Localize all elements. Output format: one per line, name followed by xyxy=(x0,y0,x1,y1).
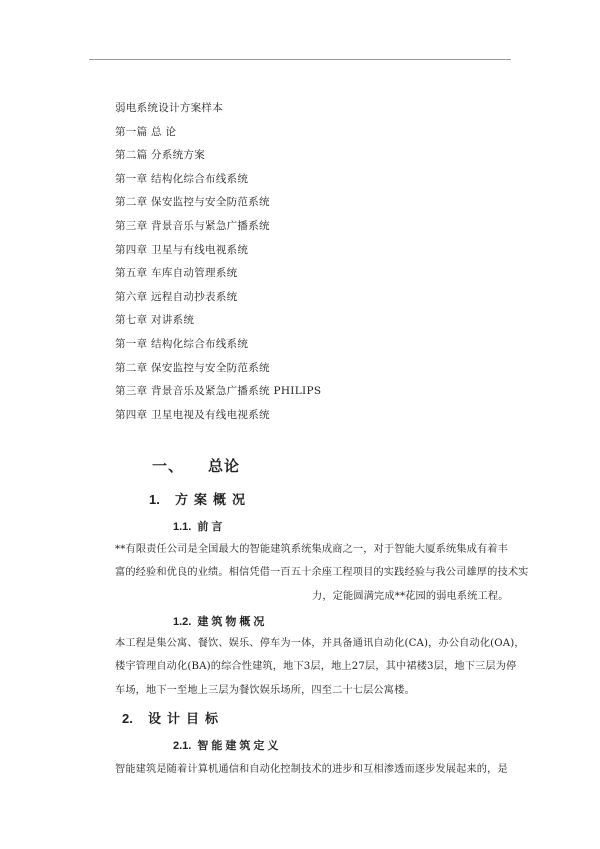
paragraph-line: 富的经验和优良的业绩。相信凭借一百五十余座工程项目的实践经验与我公司雄厚的技术实 xyxy=(115,567,529,578)
section-title: 设计目标 xyxy=(148,712,225,727)
toc-item: 第二篇 分系统方案 xyxy=(115,149,206,162)
toc-item: 第二章 保安监控与安全防范系统 xyxy=(115,361,270,374)
subsection-heading-1-2 xyxy=(173,613,267,629)
section-heading-1 xyxy=(149,489,251,508)
toc-item: 第六章 远程自动抄表系统 xyxy=(115,290,238,303)
paragraph-line: 车场，地下一至地上三层为餐饮娱乐场所，四至二十七层公寓楼。 xyxy=(115,685,415,696)
paragraph-line: 智能建筑是随着计算机通信和自动化控制技术的进步和互相渗透而逐步发展起来的，是 xyxy=(115,764,508,775)
toc-item: 第二章 保安监控与安全防范系统 xyxy=(115,196,270,209)
toc-item: 第四章 卫星与有线电视系统 xyxy=(115,243,249,256)
subsection-title: 建筑物概况 xyxy=(197,615,268,628)
subsection-title: 前言 xyxy=(197,520,226,533)
paragraph-line: 力，定能圆满完成**花园的弱电系统工程。 xyxy=(312,591,509,602)
toc-item: 弱电系统设计方案样本 xyxy=(115,102,223,114)
toc-item: 第一章 结构化综合布线系统 xyxy=(115,172,249,185)
toc-item: 第五章 车库自动管理系统 xyxy=(115,267,238,280)
section-title: 方案概况 xyxy=(175,493,252,508)
paragraph-line: **有限责任公司是全国最大的智能建筑系统集成商之一，对于智能大厦系统集成有着丰 xyxy=(115,544,508,555)
chapter-title: 总论 xyxy=(208,457,241,475)
toc-item: 第一篇 总 论 xyxy=(115,125,177,138)
section-number: 1. xyxy=(149,492,160,507)
toc-item: 第一章 结构化综合布线系统 xyxy=(115,337,249,350)
subsection-title: 智能建筑定义 xyxy=(197,739,282,752)
toc-item: 第四章 卫星电视及有线电视系统 xyxy=(115,408,270,421)
header-rule xyxy=(89,59,511,60)
section-heading-2 xyxy=(122,708,224,727)
section-number: 2. xyxy=(122,711,133,726)
paragraph-line: 楼宇管理自动化(BA)的综合性建筑，地下3层，地上27层，其中裙楼3层，地下三层为停 xyxy=(115,661,517,672)
table-of-contents xyxy=(115,97,321,427)
subsection-heading-2-1 xyxy=(173,737,281,753)
subsection-heading-1-1 xyxy=(173,518,225,534)
toc-item: 第七章 对讲系统 xyxy=(115,314,195,327)
paragraph-line: 本工程是集公寓、餐饮、娱乐、停车为一体，并具备通讯自动化(CA)，办公自动化(OA)， xyxy=(115,638,525,649)
subsection-number: 2.1. xyxy=(173,740,192,752)
toc-item: 第三章 背景音乐及紧急广播系统 PHILIPS xyxy=(115,385,322,398)
toc-item: 第三章 背景音乐与紧急广播系统 xyxy=(115,219,270,232)
chapter-heading xyxy=(152,455,240,476)
subsection-number: 1.1. xyxy=(173,521,192,533)
subsection-number: 1.2. xyxy=(173,616,192,628)
chapter-number: 一、 xyxy=(152,457,185,475)
